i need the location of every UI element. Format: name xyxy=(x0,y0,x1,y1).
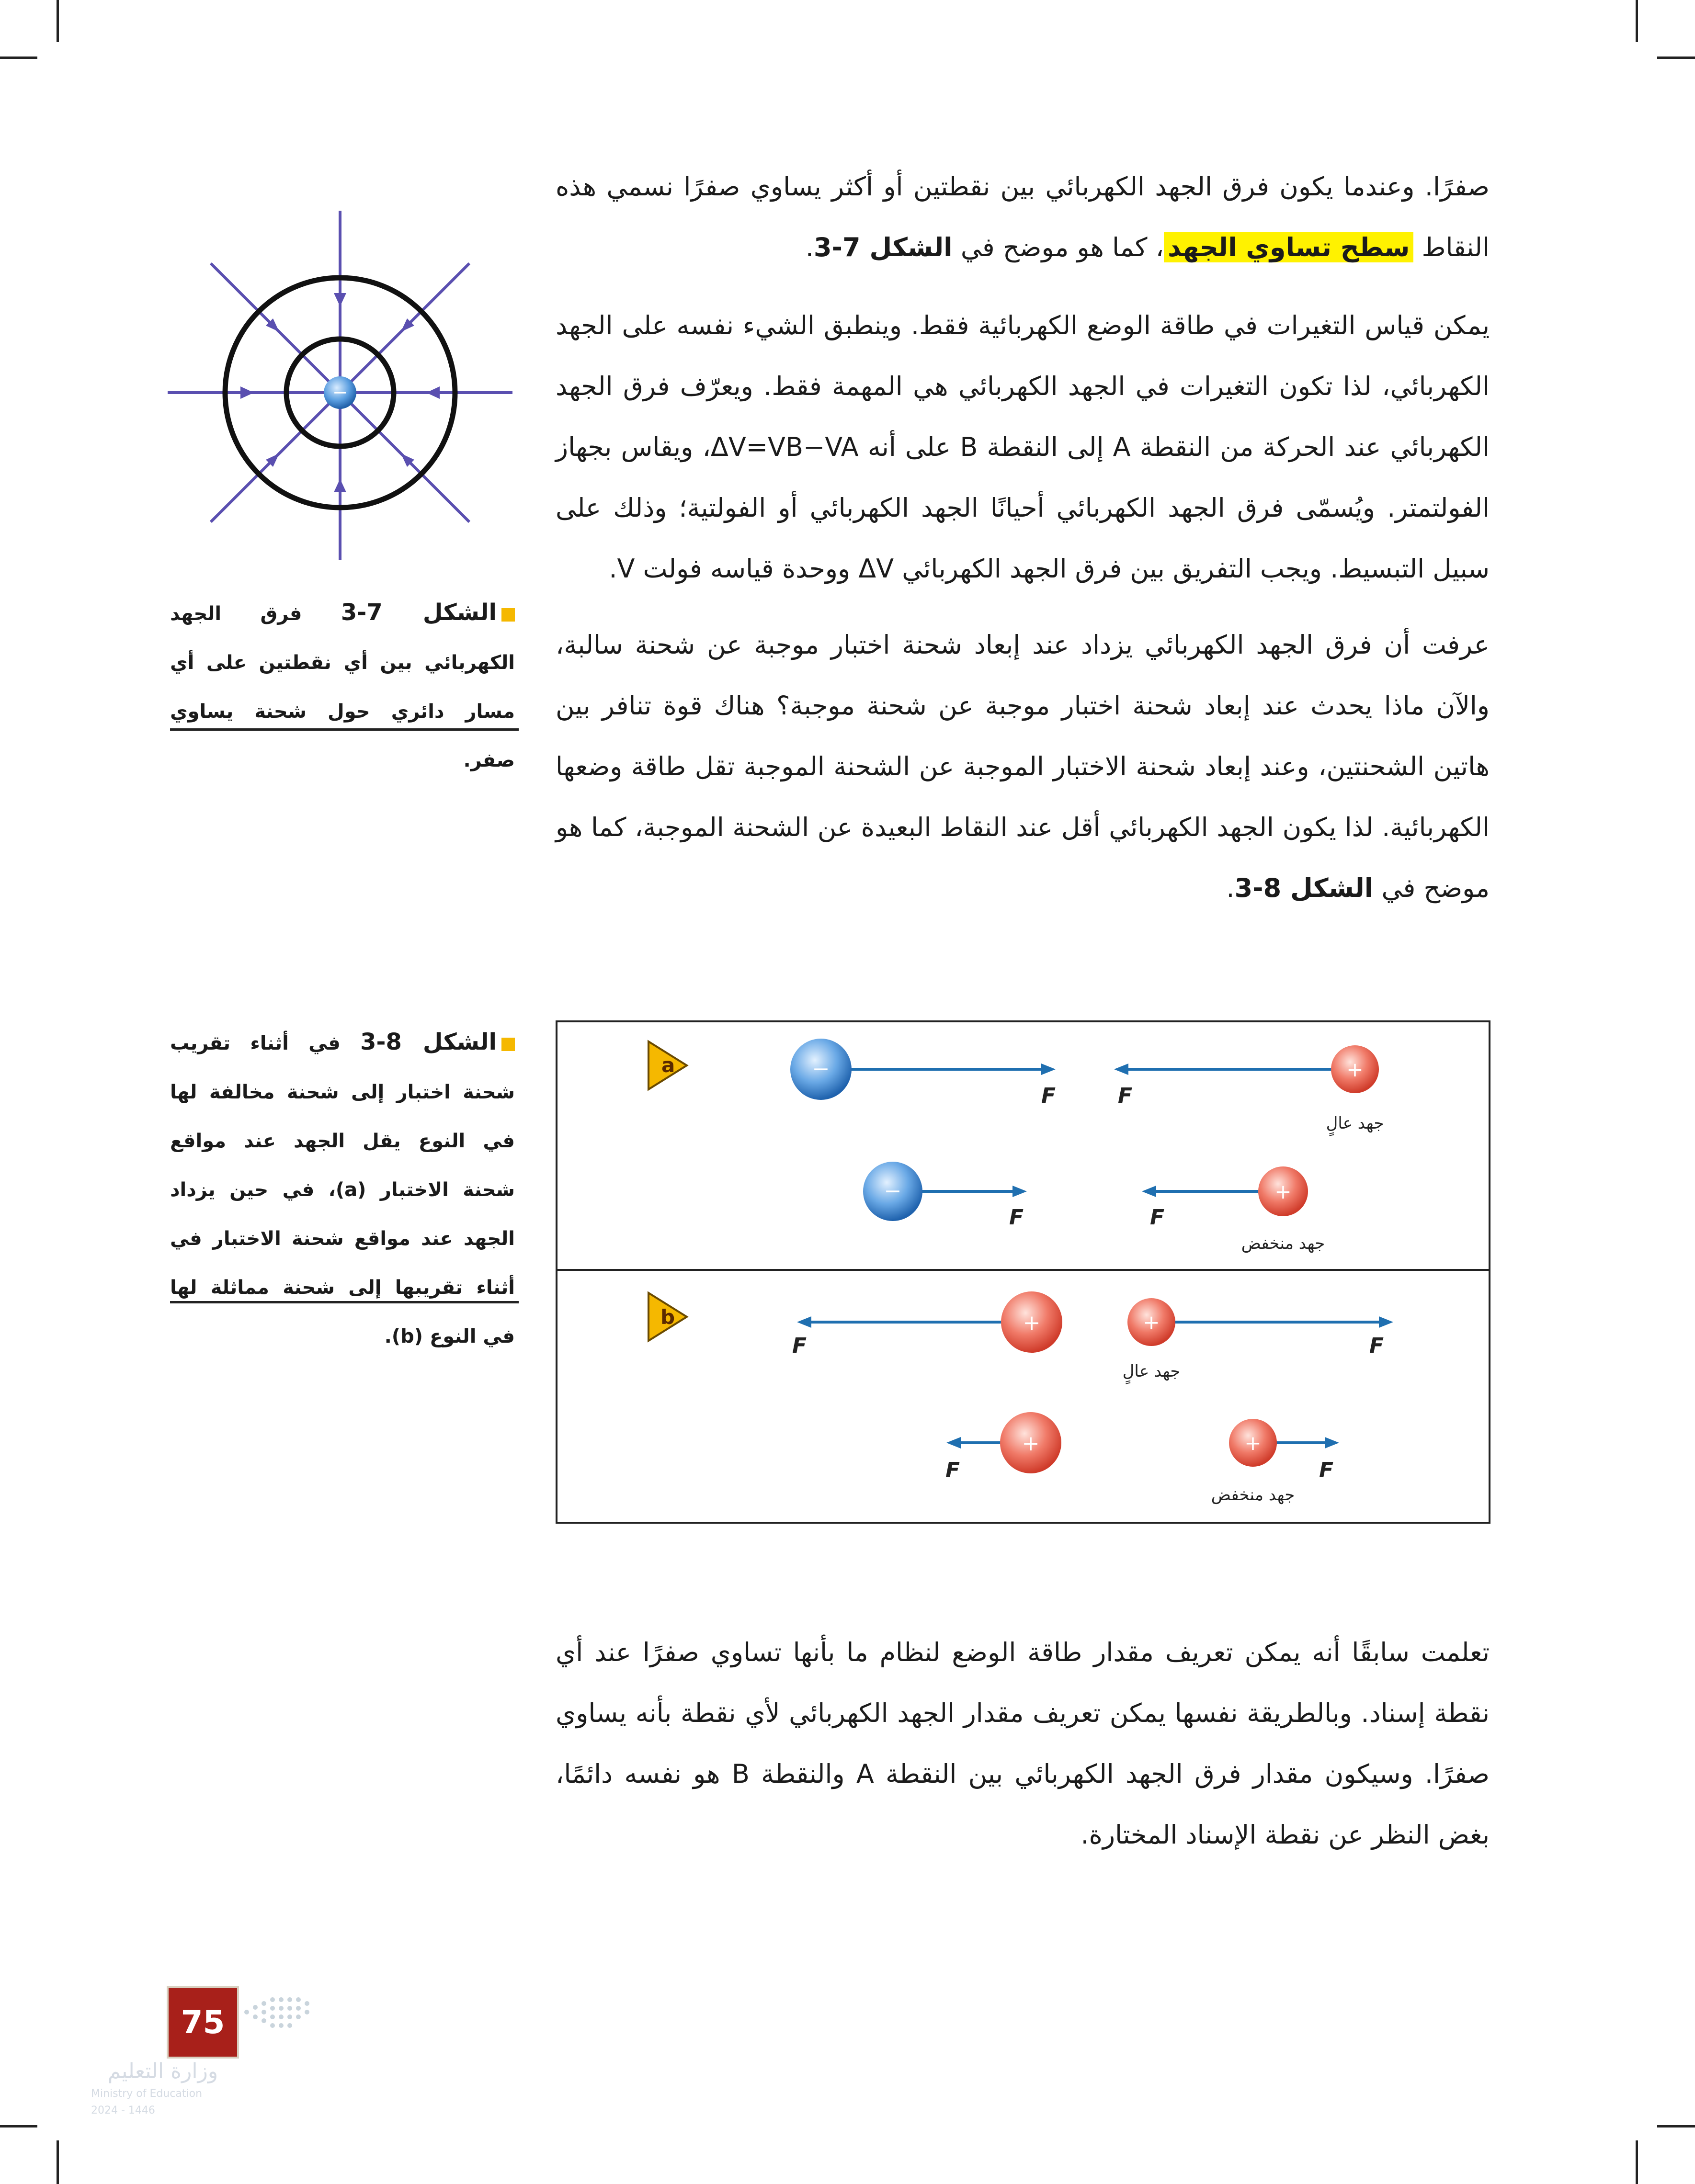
panel-a-tag xyxy=(648,1041,687,1089)
p1-before: صفرًا. وعندما يكون فرق الجهد الكهربائي بين نقطتين أو أكثر يساوي صفرًا نسمي هذه النقاط xyxy=(556,171,1490,262)
high-potential-label-a: جهد عالٍ xyxy=(1326,1114,1384,1133)
low-potential-label-a: جهد منخفض xyxy=(1241,1234,1325,1253)
negative-sign-a1: − xyxy=(812,1057,830,1081)
figure-8-3-diagram xyxy=(557,1022,1489,1522)
force-label-a2-left: F xyxy=(1009,1205,1024,1230)
crop-mark-top-right-h xyxy=(1657,57,1695,59)
crop-mark-top-left-h xyxy=(0,57,37,59)
figure-7-3-reference: الشكل 7-3 xyxy=(813,232,953,262)
paragraph-reference-point xyxy=(556,1622,1490,1865)
panel-b-label: b xyxy=(660,1305,675,1329)
ministry-english-watermark: Ministry of Education xyxy=(91,2088,203,2100)
negative-sign-a2: − xyxy=(884,1179,902,1203)
positive-sign-b1-left: + xyxy=(1023,1311,1041,1335)
force-label-a2-right: F xyxy=(1150,1205,1165,1230)
arrowhead-b2-left xyxy=(946,1437,961,1448)
paragraph-1-text xyxy=(556,156,1490,278)
low-potential-label-b: جهد منخفض xyxy=(1211,1485,1295,1505)
caption-8-3-underline xyxy=(170,1301,519,1303)
ministry-name-watermark: وزارة التعليم xyxy=(107,2059,218,2083)
paragraph-potential-difference xyxy=(556,295,1490,599)
caption-marker-icon xyxy=(501,1038,515,1051)
force-label-a1-left: F xyxy=(1041,1084,1056,1108)
p1-middle: ، كما هو موضح في xyxy=(952,232,1164,262)
p3-before: عرفت أن فرق الجهد الكهربائي يزداد عند إبعاد شحنة اختبار موجبة عن شحنة سالبة، والآن ماذا يحدث عند إبعاد شحنة اختبار موجبة عن شحنة موجبة؟ هناك قوة تنافر بين هاتين الشحنتين، وعند إبعاد شحنة الاختبار الموجبة عن الشحنة الموجبة تقل طاقة وضعها الكهربائية. لذا يكون الجهد الكهربائي أقل عند النقاط البعيدة عن الشحنة الموجبة، كما هو موضح في xyxy=(556,630,1490,903)
force-label-b1-right: F xyxy=(1369,1334,1384,1358)
caption-7-3-label: الشكل 7-3 xyxy=(341,599,497,626)
positive-sign-b2-right: + xyxy=(1244,1431,1262,1455)
crop-mark-bottom-left-v xyxy=(57,2140,59,2184)
arrowhead-a2-left xyxy=(1012,1186,1027,1197)
equipotential-surface-term: سطح تساوي الجهد xyxy=(1164,232,1413,262)
force-label-b2-left: F xyxy=(945,1458,960,1482)
caption-marker-icon xyxy=(501,608,515,622)
p3-end: . xyxy=(1226,873,1235,903)
negative-charge-sign: − xyxy=(332,382,348,403)
crop-mark-bottom-right-h xyxy=(1657,2125,1695,2127)
caption-7-3-text: فرق الجهد الكهربائي بين أي نقطتين على أي مسار دائري حول شحنة يساوي صفر. xyxy=(170,603,515,771)
crop-mark-bottom-right-v xyxy=(1636,2140,1638,2184)
arrowhead-a1-right xyxy=(1114,1064,1128,1075)
caption-8-3-label: الشكل 8-3 xyxy=(360,1029,497,1055)
panel-b-tag xyxy=(648,1293,687,1341)
paragraph-4-text: تعلمت سابقًا أنه يمكن تعريف مقدار طاقة الوضع لنظام ما بأنها تساوي صفرًا عند أي نقطة إسناد. وبالطريقة نفسها يمكن تعريف مقدار الجهد الكهربائي لأي نقطة بأنه يساوي صفرًا. وسيكون مقدار فرق الجهد الكهربائي بين النقطة A والنقطة B هو نفسه دائمًا، بغض النظر عن نقطة الإسناد المختارة. xyxy=(556,1637,1490,1850)
crop-mark-top-right-v xyxy=(1636,0,1638,42)
force-label-b1-left: F xyxy=(792,1334,807,1358)
caption-figure-7-3 xyxy=(170,588,515,785)
crop-mark-top-left-v xyxy=(57,0,59,42)
paragraph-equipotential xyxy=(556,156,1490,278)
high-potential-label-b: جهد عالٍ xyxy=(1122,1362,1181,1381)
positive-sign-a2: + xyxy=(1274,1180,1292,1203)
caption-7-3-underline xyxy=(170,728,519,731)
force-label-b2-right: F xyxy=(1319,1458,1334,1482)
arrowhead-b1-right xyxy=(1379,1316,1393,1328)
paragraph-3-text xyxy=(556,614,1490,918)
arrowhead-a1-left xyxy=(1041,1064,1056,1075)
crop-mark-bottom-left-h xyxy=(0,2125,37,2127)
positive-sign-b1-right: + xyxy=(1143,1311,1160,1334)
positive-sign-b2-left: + xyxy=(1022,1431,1040,1456)
panel-a-label: a xyxy=(661,1053,675,1077)
arrowhead-b1-left xyxy=(797,1316,811,1328)
caption-8-3-text: في أثناء تقريب شحنة اختبار إلى شحنة مخالفة لها في النوع يقل الجهد عند مواقع شحنة الاختبار (a)، في حين يزداد الجهد عند مواقع شحنة الاختبار في أثناء تقريبها إلى شحنة مماثلة لها في النوع (b). xyxy=(170,1032,515,1347)
ministry-dots-icon xyxy=(242,1993,314,2031)
caption-figure-8-3 xyxy=(170,1018,515,1361)
p1-end: . xyxy=(805,232,814,262)
positive-sign-a1: + xyxy=(1346,1058,1364,1081)
figure-8-3-reference: الشكل 8-3 xyxy=(1234,873,1374,903)
force-label-a1-right: F xyxy=(1118,1084,1133,1108)
page-number-badge: 75 xyxy=(169,1988,237,2057)
paragraph-2-text: يمكن قياس التغيرات في طاقة الوضع الكهربائية فقط. وينطبق الشيء نفسه على الجهد الكهربائي، لذا تكون التغيرات في الجهد الكهربائي هي المهمة فقط. ويعرّف فرق الجهد الكهربائي عند الحركة من النقطة A إلى النقطة B على أنه ΔV=VB−VA، ويقاس بجهاز الفولتمتر. ويُسمّى فرق الجهد الكهربائي أحيانًا الجهد الكهربائي أو الفولتية؛ وذلك على سبيل التبسيط. ويجب التفريق بين فرق الجهد الكهربائي ΔV ووحدة قياسه فولت V. xyxy=(556,310,1490,584)
arrowhead-b2-right xyxy=(1325,1437,1339,1448)
paragraph-positive-charge xyxy=(556,614,1490,918)
figure-7-3-diagram xyxy=(168,211,512,560)
ministry-year-watermark: 2024 - 1446 xyxy=(91,2105,155,2116)
arrowhead-a2-right xyxy=(1142,1186,1156,1197)
